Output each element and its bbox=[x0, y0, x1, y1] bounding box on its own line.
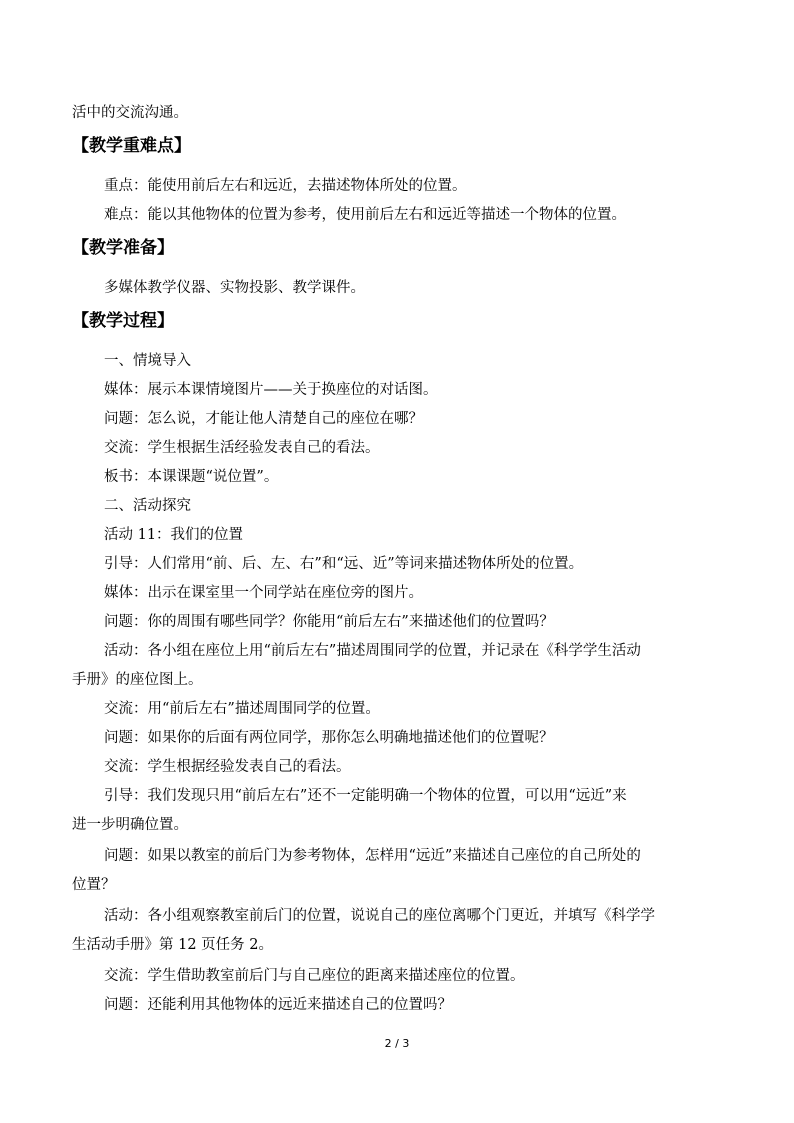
text-line: 引导：我们发现只用“前后左右”还不一定能明确一个物体的位置，可以用“远近”来 bbox=[104, 788, 627, 804]
text-line: 交流：学生借助教室前后门与自己座位的距离来描述座位的位置。 bbox=[104, 968, 525, 984]
section-heading-key-points: 【教学重难点】 bbox=[72, 136, 191, 156]
text-line: 问题：怎么说，才能让他人清楚自己的座位在哪？ bbox=[104, 411, 423, 427]
text-line: 问题：你的周围有哪些同学？你能用“前后左右”来描述他们的位置吗？ bbox=[104, 614, 554, 630]
text-line: 问题：如果以教室的前后门为参考物体，怎样用“远近”来描述自己座位的自己所处的 bbox=[104, 848, 641, 864]
text-line: 活动：各小组观察教室前后门的位置，说说自己的座位离哪个门更近，并填写《科学学 bbox=[104, 908, 655, 924]
text-line: 活中的交流沟通。 bbox=[72, 105, 188, 121]
text-line: 进一步明确位置。 bbox=[72, 817, 188, 833]
text-line: 位置？ bbox=[72, 877, 116, 893]
section-heading-process: 【教学过程】 bbox=[72, 311, 174, 331]
text-line: 板书：本课课题“说位置”。 bbox=[104, 469, 279, 485]
text-line: 引导：人们常用“前、后、左、右”和“远、近”等词来描述物体所处的位置。 bbox=[104, 556, 584, 572]
text-line: 交流：学生根据生活经验发表自己的看法。 bbox=[104, 440, 380, 456]
text-line: 媒体：展示本课情境图片——关于换座位的对话图。 bbox=[104, 382, 438, 398]
text-line: 媒体：出示在课室里一个同学站在座位旁的图片。 bbox=[104, 585, 423, 601]
text-line: 问题：如果你的后面有两位同学，那你怎么明确地描述他们的位置呢？ bbox=[104, 730, 554, 746]
text-line: 一、情境导入 bbox=[104, 353, 191, 369]
text-line: 多媒体教学仪器、实物投影、教学课件。 bbox=[104, 280, 365, 296]
page-number: 2 / 3 bbox=[384, 1037, 410, 1050]
text-line: 活动 11：我们的位置 bbox=[104, 527, 244, 543]
text-line: 活动：各小组在座位上用“前后左右”描述周围同学的位置，并记录在《科学学生活动 bbox=[104, 643, 641, 659]
text-line: 交流：用“前后左右”描述周围同学的位置。 bbox=[104, 701, 380, 717]
text-line: 难点：能以其他物体的位置为参考，使用前后左右和远近等描述一个物体的位置。 bbox=[104, 207, 626, 223]
text-line: 手册》的座位图上。 bbox=[72, 672, 203, 688]
text-line: 重点：能使用前后左右和远近，去描述物体所处的位置。 bbox=[104, 178, 467, 194]
text-line: 二、活动探究 bbox=[104, 498, 191, 514]
text-line: 生活动手册》第 12 页任务 2。 bbox=[72, 937, 274, 953]
text-line: 问题：还能利用其他物体的远近来描述自己的位置吗？ bbox=[104, 997, 452, 1013]
section-heading-preparation: 【教学准备】 bbox=[72, 238, 174, 258]
text-line: 交流：学生根据经验发表自己的看法。 bbox=[104, 759, 351, 775]
